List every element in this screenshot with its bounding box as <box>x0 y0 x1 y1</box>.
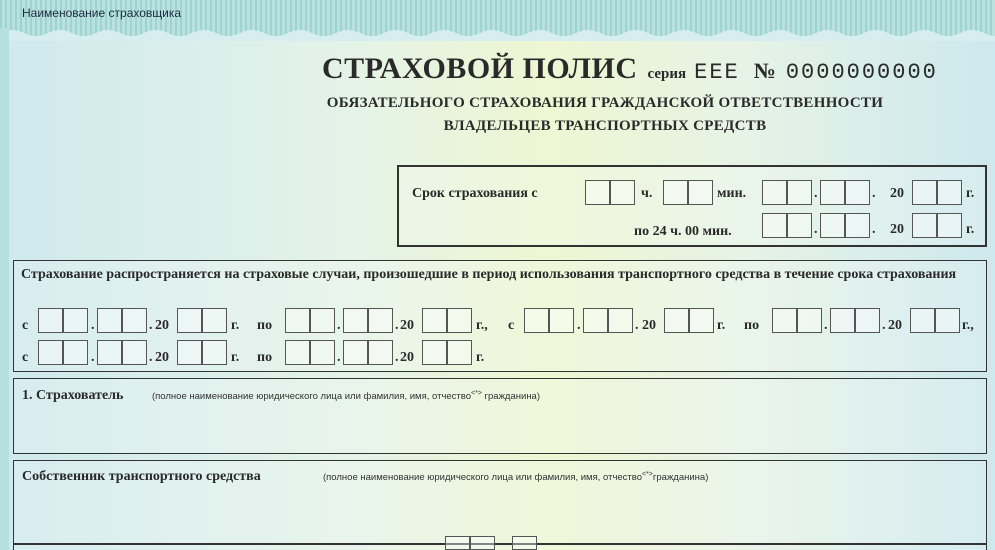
period-cell[interactable] <box>447 340 472 365</box>
term-minute-cell-2[interactable] <box>688 180 713 205</box>
period-from-label: с <box>508 318 515 333</box>
period-to-label: по <box>257 318 273 333</box>
period-cell[interactable] <box>202 340 227 365</box>
period-cell[interactable] <box>368 308 393 333</box>
period-year-prefix: 20 <box>155 350 169 365</box>
term-month-cell-1[interactable] <box>820 180 845 205</box>
period-cell[interactable] <box>38 308 63 333</box>
period-cell[interactable] <box>343 340 368 365</box>
period-dot: . <box>577 318 581 333</box>
period-cell[interactable] <box>343 308 368 333</box>
period-cell[interactable] <box>549 308 574 333</box>
period-cell[interactable] <box>664 308 689 333</box>
period-cell[interactable] <box>63 308 88 333</box>
term-to-year-cell-2[interactable] <box>937 213 962 238</box>
period-year-suffix: г. <box>231 350 240 365</box>
period-to-label: по <box>744 318 760 333</box>
period-dot: . <box>395 318 399 333</box>
term-year-prefix: 20 <box>890 186 904 201</box>
usage-period-text: Страхование распространяется на страховые случаи, произошедшие в период использования транспортного средства в течение срока страхования <box>21 267 957 282</box>
period-year-suffix: г. <box>231 318 240 333</box>
term-day-cell-1[interactable] <box>762 180 787 205</box>
period-cell[interactable] <box>524 308 549 333</box>
term-to-year-prefix: 20 <box>890 222 904 237</box>
next-section-cell[interactable] <box>445 536 470 550</box>
period-from-label: с <box>22 350 29 365</box>
policyholder-label: 1. Страхователь <box>22 388 124 403</box>
period-year-suffix: г., <box>962 318 974 333</box>
policyholder-field[interactable] <box>20 405 980 449</box>
vehicle-owner-label: Собственник транспортного средства <box>22 469 261 484</box>
policy-title <box>322 52 938 86</box>
vehicle-owner-note: (полное наименование юридического лица или фамилия, имя, отчество<*>гражданина) <box>323 471 709 484</box>
next-section-box <box>13 544 987 550</box>
period-cell[interactable] <box>97 308 122 333</box>
period-cell[interactable] <box>422 340 447 365</box>
next-section-cell[interactable] <box>512 536 537 550</box>
number-sign: № <box>753 58 776 83</box>
period-cell[interactable] <box>177 308 202 333</box>
term-dot: . <box>814 186 818 201</box>
policyholder-note: (полное наименование юридического лица или фамилия, имя, отчество<*> гражданина) <box>152 390 541 403</box>
period-dot: . <box>337 318 341 333</box>
term-to-year-suffix: г. <box>966 222 975 237</box>
period-cell[interactable] <box>935 308 960 333</box>
policy-number: 0000000000 <box>785 60 938 85</box>
period-to-label: по <box>257 350 273 365</box>
term-month-cell-2[interactable] <box>845 180 870 205</box>
period-cell[interactable] <box>422 308 447 333</box>
term-year-cell-1[interactable] <box>912 180 937 205</box>
term-to-month-cell-2[interactable] <box>845 213 870 238</box>
term-to-year-cell-1[interactable] <box>912 213 937 238</box>
period-year-suffix: г. <box>717 318 726 333</box>
term-to-day-cell-2[interactable] <box>787 213 812 238</box>
series-code: ЕЕЕ <box>694 60 740 85</box>
period-cell[interactable] <box>177 340 202 365</box>
term-dot: . <box>872 186 876 201</box>
term-hour-cell-2[interactable] <box>610 180 635 205</box>
term-year-cell-2[interactable] <box>937 180 962 205</box>
period-dot: . <box>149 350 153 365</box>
term-hours-label: ч. <box>641 186 653 201</box>
policy-title-main: СТРАХОВОЙ ПОЛИС <box>322 52 638 85</box>
period-dot: . <box>824 318 828 333</box>
period-cell[interactable] <box>772 308 797 333</box>
period-cell[interactable] <box>689 308 714 333</box>
period-year-suffix: г., <box>476 318 488 333</box>
term-day-cell-2[interactable] <box>787 180 812 205</box>
insurer-name-label: Наименование страховщика <box>22 6 182 20</box>
term-to-label: по 24 ч. 00 мин. <box>634 224 732 239</box>
period-year-prefix: 20 <box>888 318 902 333</box>
term-to-day-cell-1[interactable] <box>762 213 787 238</box>
policy-subtitle-line1: ОБЯЗАТЕЛЬНОГО СТРАХОВАНИЯ ГРАЖДАНСКОЙ ОТВЕТСТВЕННОСТИ <box>326 95 884 111</box>
period-dot: . <box>882 318 886 333</box>
period-cell[interactable] <box>63 340 88 365</box>
period-cell[interactable] <box>97 340 122 365</box>
term-minute-cell-1[interactable] <box>663 180 688 205</box>
period-dot: . <box>149 318 153 333</box>
period-cell[interactable] <box>202 308 227 333</box>
term-dot: . <box>814 222 818 237</box>
period-dot: . <box>337 350 341 365</box>
period-dot: . <box>635 318 639 333</box>
next-section-cell[interactable] <box>470 536 495 550</box>
term-hour-cell-1[interactable] <box>585 180 610 205</box>
term-minutes-label: мин. <box>717 186 747 201</box>
vehicle-owner-field[interactable] <box>20 486 980 538</box>
period-cell[interactable] <box>310 308 335 333</box>
series-label: серия <box>647 66 687 82</box>
wave-border-icon <box>0 27 995 41</box>
period-cell[interactable] <box>38 340 63 365</box>
period-cell[interactable] <box>583 308 608 333</box>
period-dot: . <box>91 318 95 333</box>
period-cell[interactable] <box>310 340 335 365</box>
period-cell[interactable] <box>285 340 310 365</box>
period-from-label: с <box>22 318 29 333</box>
period-cell[interactable] <box>797 308 822 333</box>
period-dot: . <box>395 350 399 365</box>
period-year-prefix: 20 <box>642 318 656 333</box>
period-year-prefix: 20 <box>400 318 414 333</box>
policy-subtitle-line2: ВЛАДЕЛЬЦЕВ ТРАНСПОРТНЫХ СРЕДСТВ <box>443 118 767 134</box>
term-to-month-cell-1[interactable] <box>820 213 845 238</box>
period-year-suffix: г. <box>476 350 485 365</box>
period-cell[interactable] <box>122 340 147 365</box>
period-cell[interactable] <box>830 308 855 333</box>
period-cell[interactable] <box>285 308 310 333</box>
period-cell[interactable] <box>368 340 393 365</box>
period-year-prefix: 20 <box>400 350 414 365</box>
term-year-suffix: г. <box>966 186 975 201</box>
term-from-label: Срок страхования с <box>412 186 538 201</box>
period-year-prefix: 20 <box>155 318 169 333</box>
period-cell[interactable] <box>910 308 935 333</box>
term-dot: . <box>872 222 876 237</box>
period-cell[interactable] <box>608 308 633 333</box>
period-dot: . <box>91 350 95 365</box>
period-cell[interactable] <box>122 308 147 333</box>
period-cell[interactable] <box>855 308 880 333</box>
period-cell[interactable] <box>447 308 472 333</box>
